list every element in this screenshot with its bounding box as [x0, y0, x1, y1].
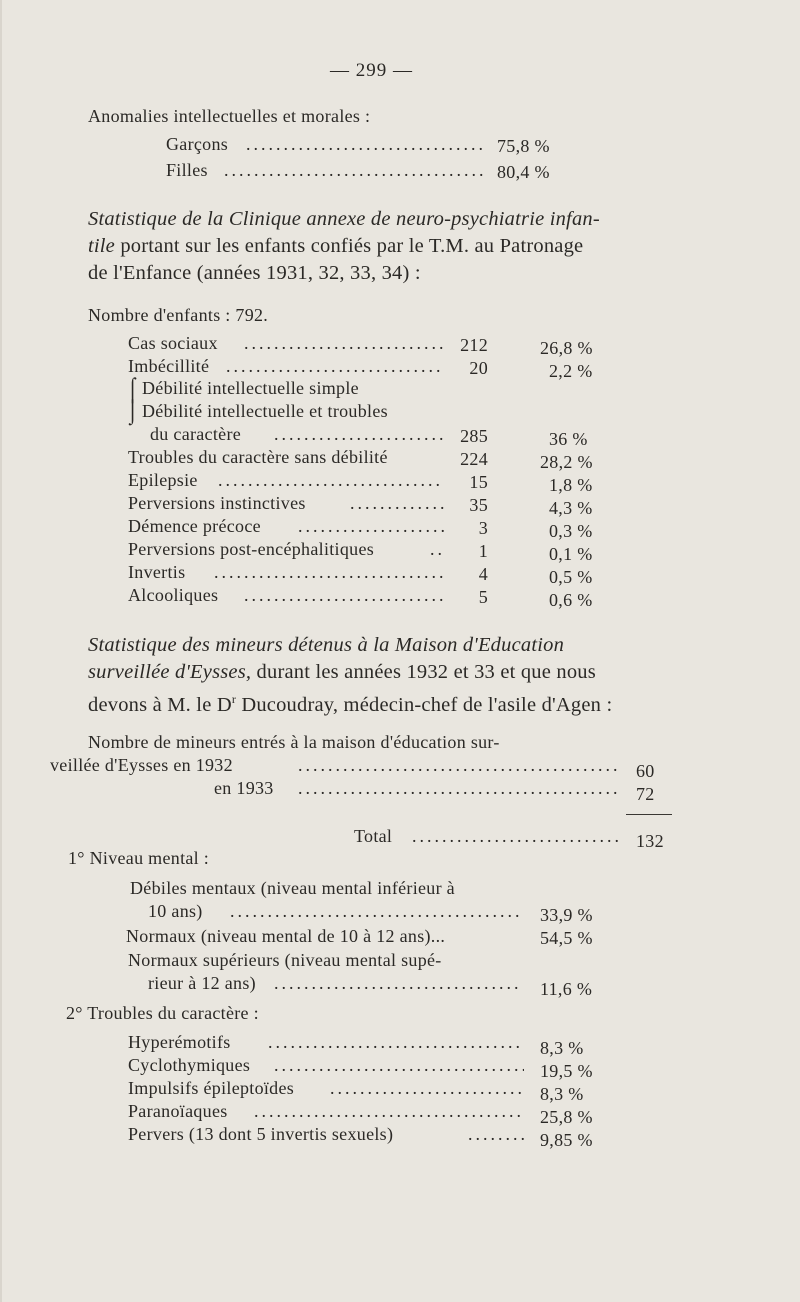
leader-dots: [468, 1124, 524, 1145]
clinique-row-count: 35: [469, 495, 488, 515]
eysses-intro-line-2: veillée d'Eysses en 1932: [50, 755, 233, 775]
clinique-row-pct: 26,8 %: [540, 338, 593, 358]
leader-dots: [274, 1055, 524, 1076]
clinique-row-pct: 1,8 %: [549, 475, 593, 495]
troubles-row-label: Pervers (13 dont 5 invertis sexuels): [128, 1124, 394, 1144]
eysses-title-line-1: Statistique des mineurs détenus à la Maison d'Education: [88, 634, 565, 656]
troubles-row-label: Impulsifs épileptoïdes: [128, 1078, 295, 1098]
eysses-total-value: 132: [636, 831, 664, 851]
eysses-total-label: Total: [354, 826, 393, 846]
clinique-row-pct: 36 %: [549, 429, 588, 449]
clinique-row-label: Alcooliques: [128, 585, 219, 605]
clinique-total-children: Nombre d'enfants : 792.: [88, 305, 269, 325]
sum-rule: [626, 814, 672, 815]
leader-dots: [298, 755, 620, 776]
leader-dots: [224, 160, 486, 181]
eysses-title-italic: surveillée d'Eysses,: [88, 661, 252, 683]
leader-dots: [246, 134, 486, 155]
anomalies-value-garcons: 75,8 %: [497, 136, 550, 156]
leader-dots: [244, 333, 444, 354]
eysses-value-1933: 72: [636, 784, 655, 804]
clinique-row-pct: 4,3 %: [549, 498, 593, 518]
troubles-row-label: Hyperémotifs: [128, 1032, 231, 1052]
niveau-heading: 1° Niveau mental :: [68, 848, 210, 868]
leader-dots: [230, 901, 522, 922]
clinique-row-count: 224: [460, 449, 488, 469]
clinique-title-rest: portant sur les enfants confiés par le T.M. au Patronage: [115, 235, 584, 257]
clinique-row-count: 5: [478, 587, 488, 607]
troubles-row-label: Cyclothymiques: [128, 1055, 251, 1075]
clinique-row-count: 15: [469, 472, 488, 492]
anomalies-heading: Anomalies intellectuelles et morales :: [88, 106, 371, 126]
clinique-row-count: 212: [460, 335, 488, 355]
clinique-row-label: Perversions instinctives: [128, 493, 306, 513]
leader-dots: [244, 585, 444, 606]
clinique-row-label: Cas sociaux: [128, 333, 218, 353]
clinique-row-count: 3: [478, 518, 488, 538]
niveau-normaux-value: 54,5 %: [540, 928, 593, 948]
leader-dots: [330, 1078, 524, 1099]
anomalies-label-garcons: Garçons: [166, 134, 229, 154]
leader-dots: [268, 1032, 524, 1053]
leader-dots: [274, 973, 522, 994]
eysses-title-sup: r: [231, 692, 237, 706]
clinique-row-pct: 0,6 %: [549, 590, 593, 610]
leader-dots: [274, 424, 444, 445]
clinique-row-label: Epilepsie: [128, 470, 198, 490]
niveau-normaux: Normaux (niveau mental de 10 à 12 ans)...: [126, 926, 446, 946]
clinique-title-line-1: Statistique de la Clinique annexe de neuro-psychiatrie infan-: [88, 208, 600, 230]
eysses-title-line-2: [88, 659, 596, 686]
eysses-title-line-3: [88, 686, 612, 719]
clinique-row-label: Démence précoce: [128, 516, 261, 536]
leader-dots: [254, 1101, 524, 1122]
leader-dots: [350, 493, 444, 514]
troubles-heading: 2° Troubles du caractère :: [66, 1003, 259, 1023]
clinique-row-count: 285: [460, 426, 488, 446]
eysses-title-part-b: Ducoudray, médecin-chef de l'asile d'Agen :: [236, 693, 613, 716]
troubles-row-value: 8,3 %: [540, 1038, 584, 1058]
leader-dots: [214, 562, 444, 583]
troubles-row-label: Paranoïaques: [128, 1101, 228, 1121]
brace-bottom: ⌡: [126, 397, 140, 424]
page-number: — 299 —: [330, 60, 413, 81]
leader-dots: [298, 778, 620, 799]
clinique-title-italic: tile: [88, 235, 115, 257]
clinique-row-label: Imbécillité: [128, 356, 210, 376]
troubles-row-value: 8,3 %: [540, 1084, 584, 1104]
clinique-title-line-2: [88, 233, 583, 260]
troubles-row-value: 9,85 %: [540, 1130, 593, 1150]
clinique-row-label: Perversions post-encéphalitiques: [128, 539, 375, 559]
eysses-title-part-a: devons à M. le D: [88, 693, 232, 716]
eysses-title-rest: durant les années 1932 et 33 et que nous: [251, 661, 596, 683]
anomalies-label-filles: Filles: [166, 160, 208, 180]
eysses-value-1932: 60: [636, 761, 655, 781]
leader-dots: [412, 826, 620, 847]
brace-top: ⌠: [126, 375, 140, 402]
clinique-row-count: 1: [478, 541, 488, 561]
clinique-row-count: 20: [469, 358, 488, 378]
clinique-row-pct: 2,2 %: [549, 361, 593, 381]
niveau-debiles-line-2: 10 ans): [148, 901, 203, 921]
troubles-row-value: 19,5 %: [540, 1061, 593, 1081]
niveau-superieurs-line-2: rieur à 12 ans): [148, 973, 256, 993]
leader-dots: [226, 356, 444, 377]
clinique-row-label: Invertis: [128, 562, 186, 582]
niveau-superieurs-value: 11,6 %: [540, 979, 593, 999]
niveau-debiles-line-1: Débiles mentaux (niveau mental inférieur à: [130, 878, 455, 898]
niveau-debiles-value: 33,9 %: [540, 905, 593, 925]
eysses-intro-line-1: Nombre de mineurs entrés à la maison d'éducation sur-: [88, 732, 500, 752]
clinique-row-pct: 0,5 %: [549, 567, 593, 587]
troubles-row-value: 25,8 %: [540, 1107, 593, 1127]
clinique-row-pct: 0,3 %: [549, 521, 593, 541]
leader-dots: [218, 470, 444, 491]
clinique-row-pct: 28,2 %: [540, 452, 593, 472]
clinique-row-label: Débilité intellectuelle et troubles: [142, 401, 388, 421]
niveau-superieurs-line-1: Normaux supérieurs (niveau mental supé-: [128, 950, 442, 970]
page-edge: [0, 0, 2, 1302]
eysses-label-1933: en 1933: [214, 778, 274, 798]
clinique-row-label: Débilité intellectuelle simple: [142, 378, 359, 398]
clinique-row-label: du caractère: [150, 424, 242, 444]
clinique-title-line-3: de l'Enfance (années 1931, 32, 33, 34) :: [88, 262, 421, 284]
leader-dots: [298, 516, 444, 537]
clinique-row-label: Troubles du caractère sans débilité: [128, 447, 388, 467]
anomalies-value-filles: 80,4 %: [497, 162, 550, 182]
clinique-row-pct: 0,1 %: [549, 544, 593, 564]
clinique-row-count: 4: [478, 564, 488, 584]
